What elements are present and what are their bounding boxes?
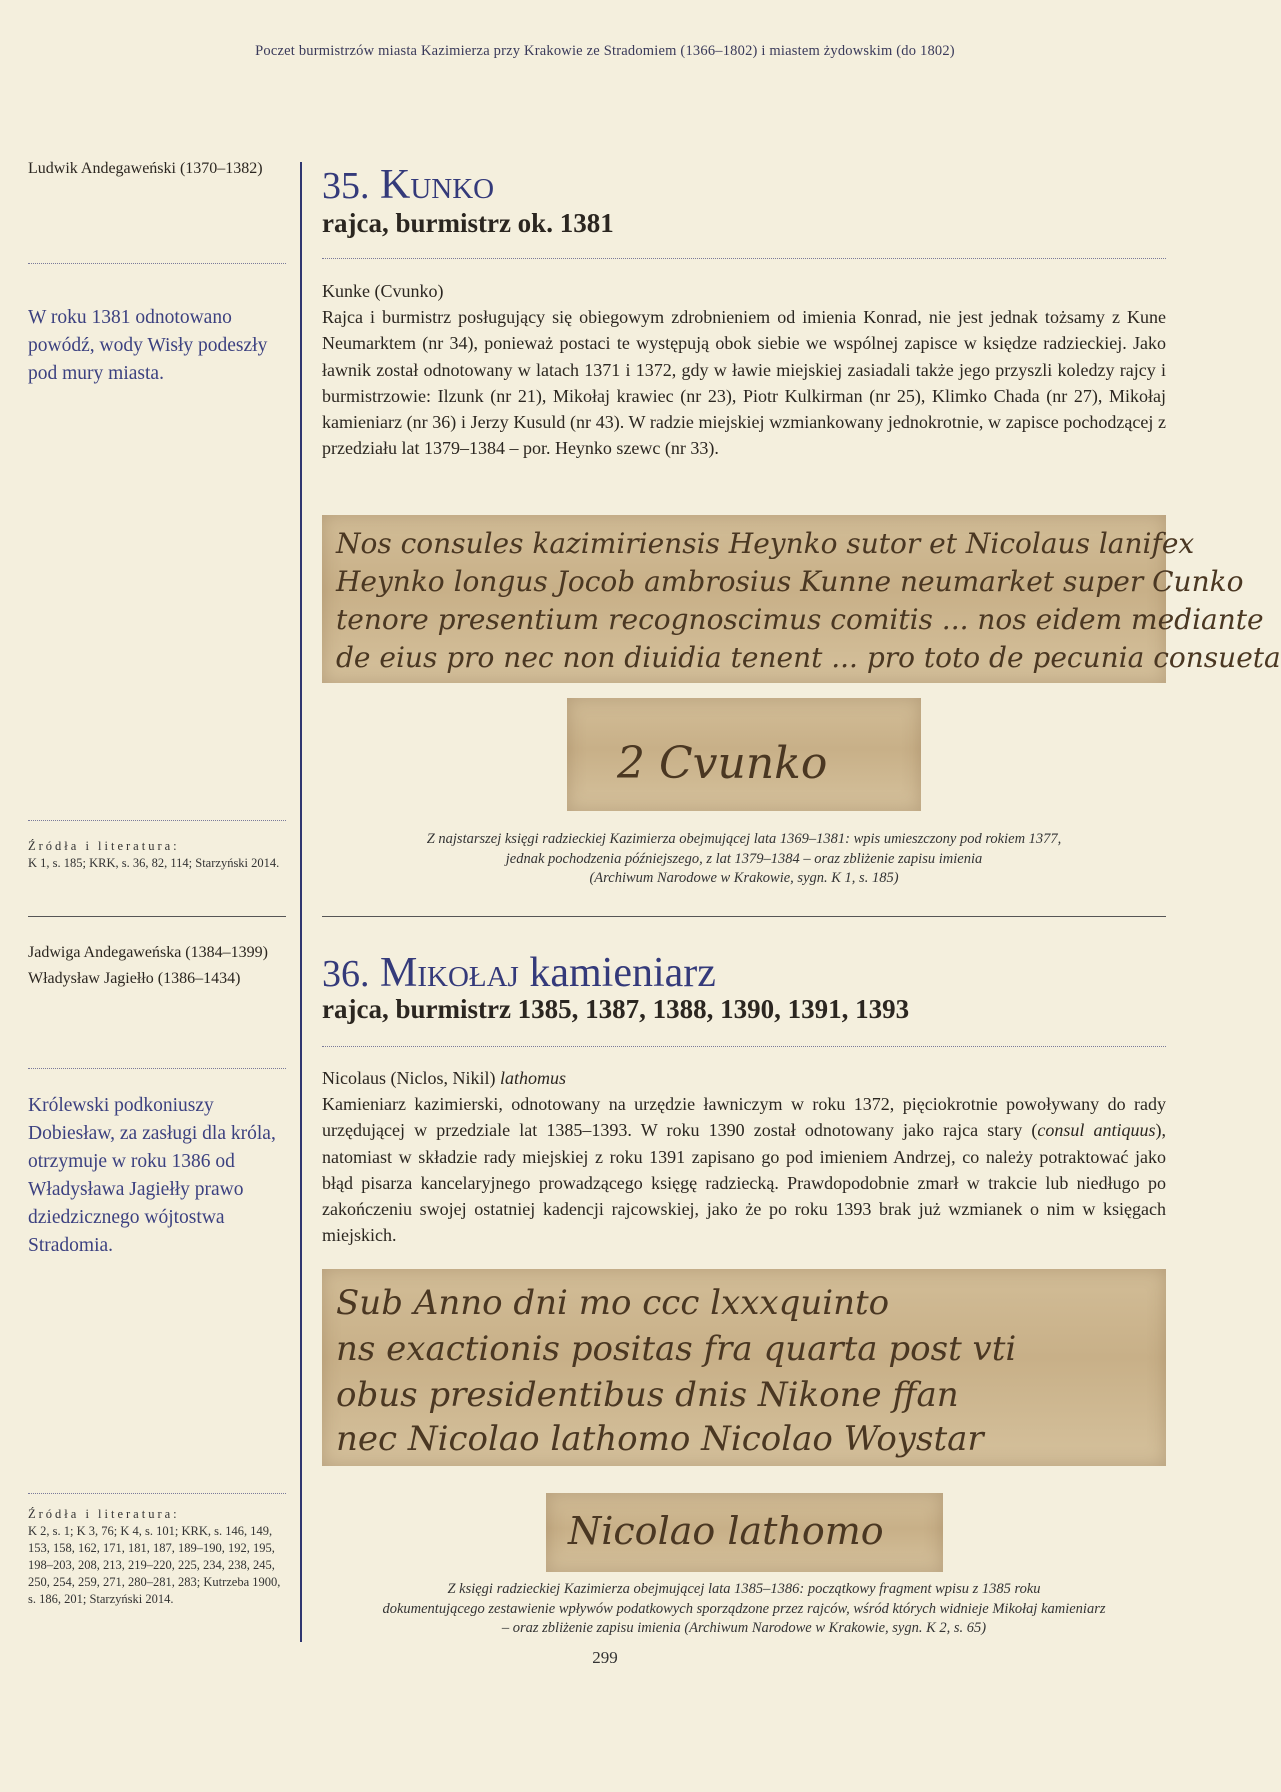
manuscript-detail-35 [567,698,921,811]
manuscript-line: ns exactionis positas fra quarta post vti [336,1329,1017,1369]
caption-line: – oraz zbliżenie zapisu imienia (Archiwum Narodowe w Krakowie, sygn. K 2, s. 65) [501,1620,987,1636]
manuscript-line: Nos consules kazimiriensis Heynko sutor et Nicolaus lanifex [336,527,1195,560]
variant-occupation: lathomus [499,1068,566,1088]
entry-divider [322,258,1166,259]
manuscript-line: obus presidentibus dnis Nikone ffan [336,1375,959,1415]
manuscript-detail-text: Nicolao lathomo [568,1509,884,1553]
entry-36-body [322,1091,1166,1249]
body-text: Kamieniarz kazimierski, odnotowany na urzędzie ławniczym w roku 1372, pięciokrotnie powoływany do rady urzędującej w przedziale lat 1385–1393. W roku 1390 został odnotowany jako rajca stary ( [322,1094,1166,1141]
entry-number: 36. [322,953,370,995]
sidebar-divider [28,263,286,264]
entry-36-caption [322,1580,1166,1639]
body-text: ), natomiast w składzie rady miejskiej z roku 1391 zapisano go pod imieniem Andrzej, co należy potraktować jako błąd pisarza kancelaryjnego prowadzącego księgę radziecką. Prawdopodobnie zmarł w trakcie lub niedługo po zakończeniu swojej ostatniej kadencji rajcowskiej, jako że po roku 1393 brak już wzmianek o nim w księgach miejskich. [322,1120,1166,1246]
entry-35-title [322,162,1166,209]
sources-1 [28,838,286,872]
sources-2 [28,1506,286,1608]
sources-label: Źródła i literatura: [28,1507,180,1521]
sidebar-note-2: Królewski podkoniuszy Dobiesław, za zasługi dla króla, otrzymuje w roku 1386 od Władysława Jagiełły prawo dziedzicznego wójtostwa Stradomia. [28,1095,276,1256]
manuscript-detail-text: 2 Cvunko [617,738,828,789]
entry-separator [322,916,1166,917]
entry-35-body: Rajca i burmistrz posługujący się obiegowym zdrobnieniem od imienia Konrad, nie jest jednak tożsamy z Kune Neumarktem (nr 34), ponieważ postaci te występują obok siebie we wspólnej zapisce w księdze radzieckiej. Jako ławnik został odnotowany w latach 1371 i 1372, gdy w ławie miejskiej zasiadali także jego przyszli koledzy rajcy i burmistrzowie: Ilzunk (nr 21), Mikołaj krawiec (nr 23), Piotr Kulkirman (nr 25), Klimko Chada (nr 27), Mikołaj kamieniarz (nr 36) i Jerzy Kusuld (nr 43). W radzie miejskiej wzmiankowany jednokrotnie, w zapisce pochodzącej z przedziału lat 1379–1384 – por. Heynko szewc (nr 33). [322,307,1166,459]
page-number: 299 [592,1648,618,1667]
entry-36-name-variants [322,1065,1166,1091]
manuscript-line: tenore presentium recognoscimus comitis ... nos eidem mediante [336,603,1264,636]
sidebar-divider [28,820,286,821]
sidebar-note-1: W roku 1381 odnotowano powódź, wody Wisły podeszły pod mury miasta. [28,307,268,384]
entry-35-subtitle: rajca, burmistrz ok. 1381 [322,208,614,238]
sources-label: Źródła i literatura: [28,839,180,853]
sidebar-ruler-2a: Jadwiga Andegaweńska (1384–1399) [28,944,268,961]
sources-text: K 2, s. 1; K 3, 76; K 4, s. 101; KRK, s. 146, 149, 153, 158, 162, 171, 181, 187, 189–190, 192, 195, 198–203, 208, 213, 219–220, 225, 234, 238, 245, 250, 254, 259, 271, 280–281, 283; Kutrzeba 1900, s. 186, 201; Starzyński 2014. [28,1524,281,1606]
body-latin-term: consul antiquus [1037,1120,1156,1141]
column-divider [300,162,302,1642]
sidebar-divider [28,1068,286,1069]
entry-number: 35. [322,165,370,207]
manuscript-line: Sub Anno dni mo ccc lxxxquinto [336,1283,890,1323]
manuscript-line: nec Nicolao lathomo Nicolao Woystar [336,1419,984,1459]
manuscript-image-35 [322,515,1281,683]
sidebar-divider [28,1493,286,1494]
entry-36-title [322,950,1166,997]
caption-line: Z najstarszej księgi radzieckiej Kazimierza obejmującej lata 1369–1381: wpis umieszczony pod rokiem 1377, [426,831,1062,847]
entry-name: Kunko [380,162,495,208]
running-head: Poczet burmistrzów miasta Kazimierza przy Krakowie ze Stradomiem (1366–1802) i miastem żydowskim (do 1802) [255,43,955,59]
caption-line: Z księgi radzieckiej Kazimierza obejmującej lata 1385–1386: początkowy fragment wpisu z 1385 roku [447,1581,1041,1597]
manuscript-line: de eius pro nec non diuidia tenent ... pro toto de pecunia consueta [336,641,1281,674]
entry-35-name-variants: Kunke (Cvunko) [322,281,444,301]
variant-names: Nicolaus (Niclos, Nikil) [322,1068,496,1088]
sidebar-ruler-1: Ludwik Andegaweński (1370–1382) [28,160,263,177]
sidebar-ruler-2b: Władysław Jagiełło (1386–1434) [28,970,241,987]
entry-36-subtitle: rajca, burmistrz 1385, 1387, 1388, 1390, 1391, 1393 [322,994,910,1024]
manuscript-image-36 [322,1269,1166,1466]
caption-line: jednak pochodzenia późniejszego, z lat 1379–1384 – oraz zbliżenie zapisu imienia [505,850,983,867]
manuscript-detail-36 [546,1493,943,1572]
manuscript-line: Heynko longus Jocob ambrosius Kunne neumarket super Cunko [336,565,1244,598]
entry-35-caption [322,830,1166,889]
entry-name: Mikołaj [380,950,519,996]
caption-line: dokumentującego zestawienie wpływów podatkowych sporządzone przez rajców, wśród których widnieje Mikołaj kamieniarz [382,1600,1106,1617]
caption-line: (Archiwum Narodowe w Krakowie, sygn. K 1, s. 185) [589,870,899,886]
entry-divider [322,1046,1166,1047]
sidebar-divider [28,916,286,917]
sources-text: K 1, s. 185; KRK, s. 36, 82, 114; Starzyński 2014. [28,856,280,870]
entry-name-rest: kamieniarz [529,950,716,996]
